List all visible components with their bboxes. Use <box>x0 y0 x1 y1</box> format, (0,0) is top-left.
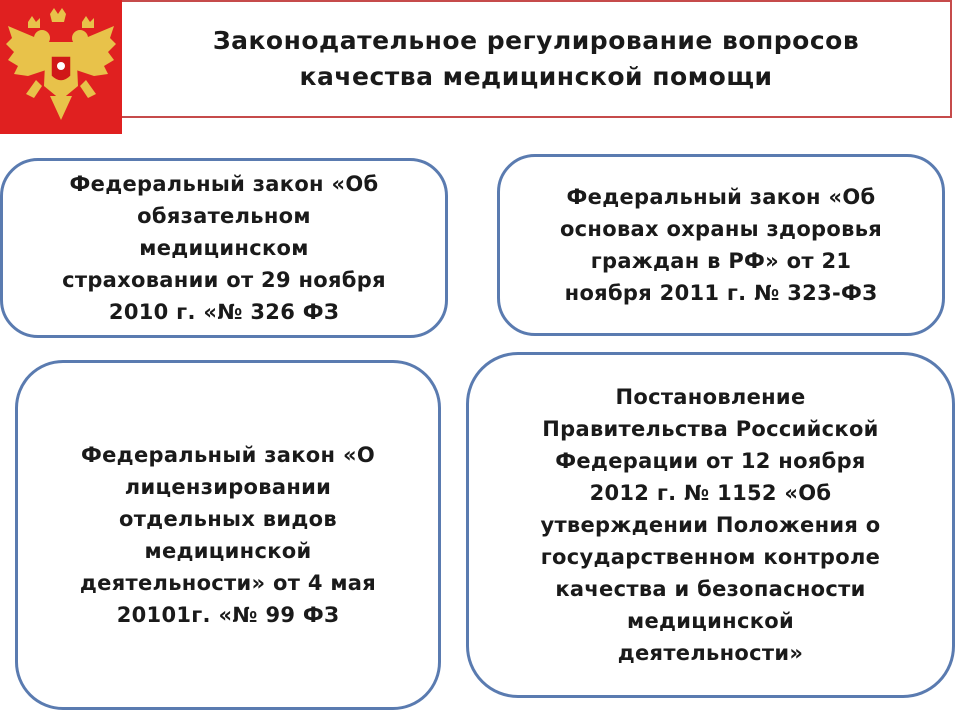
card-text <box>540 381 880 669</box>
title-line-1: Законодательное регулирование вопросов <box>212 26 860 55</box>
card-oms-law <box>0 158 448 338</box>
title-line-2: качества медицинской помощи <box>299 62 773 91</box>
coat-of-arms <box>0 0 122 134</box>
card-line: страховании от 29 ноября <box>62 268 386 292</box>
card-line: медицинской <box>626 609 794 633</box>
card-line: Постановление <box>615 385 806 409</box>
card-line: Федеральный закон «О <box>81 443 375 467</box>
card-text <box>62 168 386 328</box>
card-line: 2012 г. № 1152 «Об <box>589 481 832 505</box>
card-line: Федерации от 12 ноября <box>555 449 866 473</box>
card-line: лицензировании <box>124 475 332 499</box>
card-licensing-law <box>15 360 441 710</box>
card-text <box>560 181 882 309</box>
card-text <box>80 439 376 631</box>
card-line: государственном контроле <box>540 545 881 569</box>
card-line: утверждении Положения о <box>540 513 881 537</box>
card-line: Федеральный закон «Об <box>69 172 379 196</box>
card-line: граждан в РФ» от 21 <box>590 249 852 273</box>
card-line: Правительства Российской <box>542 417 879 441</box>
card-line: медицинском <box>139 236 309 260</box>
card-line: медицинской <box>144 539 312 563</box>
card-line: деятельности» от 4 мая <box>79 571 377 595</box>
card-line: обязательном <box>137 204 311 228</box>
card-line: 20101г. «№ 99 ФЗ <box>116 603 340 627</box>
card-line: качества и безопасности <box>555 577 866 601</box>
card-line: деятельности» <box>617 641 804 665</box>
page-title <box>122 0 952 118</box>
russian-coat-of-arms-icon <box>6 8 116 126</box>
card-line: основах охраны здоровья <box>559 217 883 241</box>
card-line: отдельных видов <box>118 507 337 531</box>
card-health-protection-law <box>497 154 945 336</box>
card-line: 2010 г. «№ 326 ФЗ <box>108 300 340 324</box>
card-line: Федеральный закон «Об <box>566 185 876 209</box>
card-government-resolution <box>466 352 955 698</box>
card-line: ноября 2011 г. № 323-ФЗ <box>564 281 878 305</box>
